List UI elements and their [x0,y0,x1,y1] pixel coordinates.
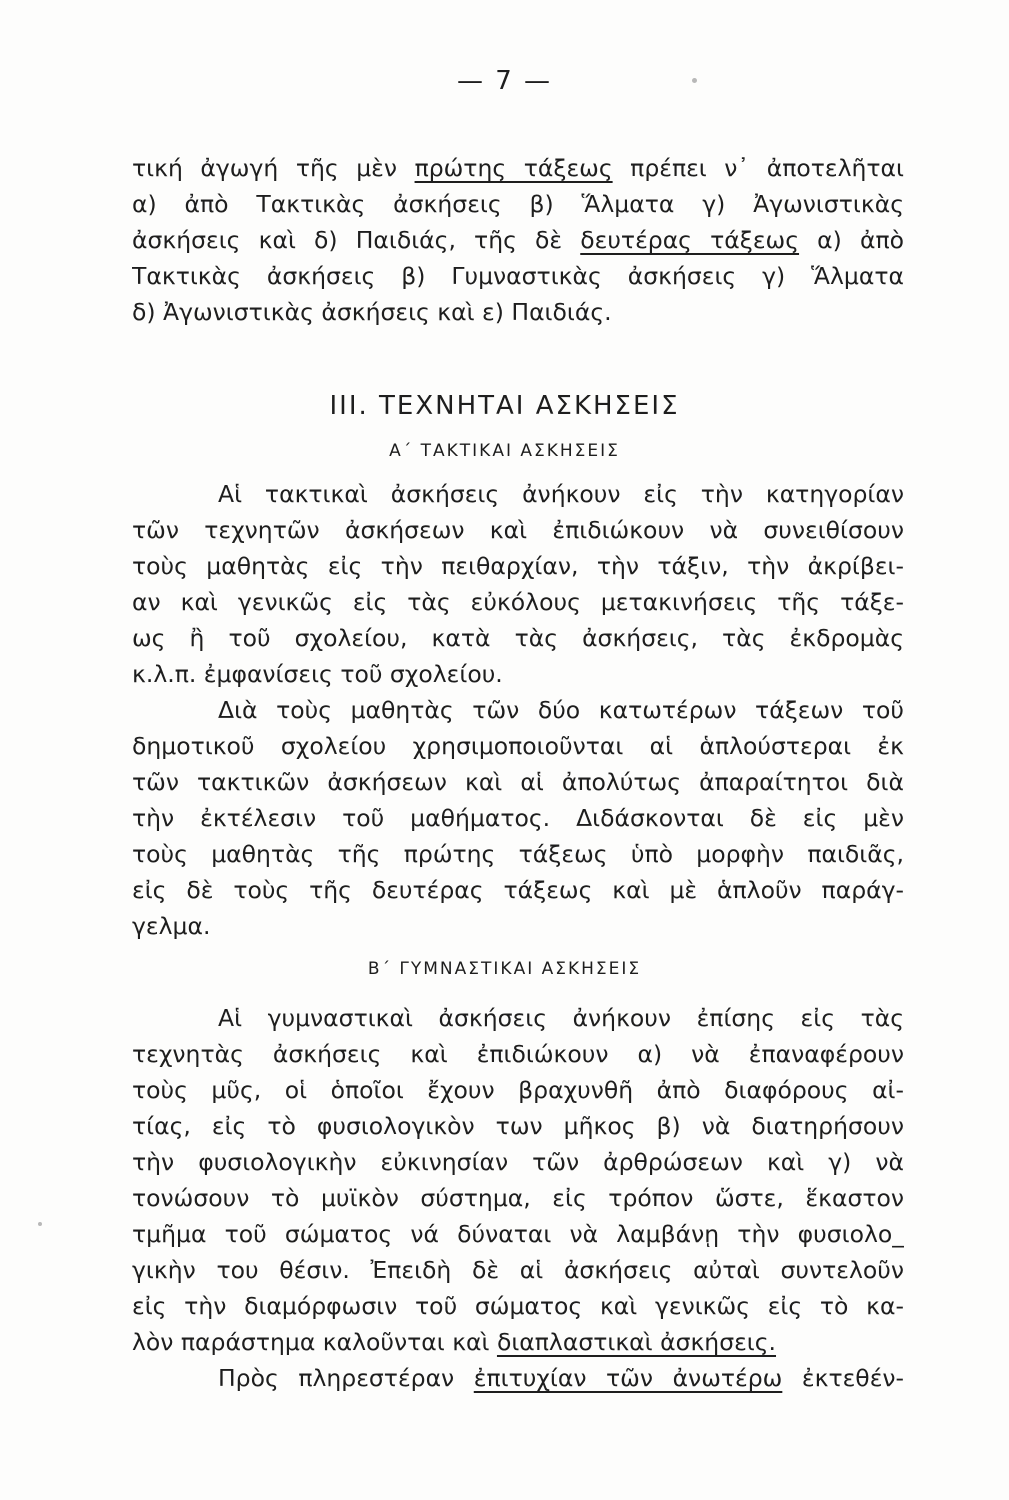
text-line: α) ἀπὸ Τακτικὰς ἀσκήσεις β) Ἅλματα γ) Ἀγωνιστικὰς [132,190,904,218]
paragraph-intro [132,150,904,330]
underlined-phrase: διαπλαστικαὶ ἀσκήσεις. [496,1328,777,1356]
text-line: Πρὸς πληρεστέραν ἐπιτυχίαν τῶν ἀνωτέρω ἐκτεθέν- [218,1364,904,1392]
text-line: τοὺς μαθητὰς τῆς πρώτης τάξεως ὑπὸ μορφὴν παιδιᾶς, [132,840,904,868]
text-line: Αἱ τακτικαὶ ἀσκήσεις ἀνήκουν εἰς τὴν κατηγορίαν [218,480,904,508]
text-line: γελμα. [132,912,211,940]
text-line: δημοτικοῦ σχολείου χρησιμοποιοῦνται αἱ ἁπλούστεραι ἐκ [132,732,904,760]
text-line: Διὰ τοὺς μαθητὰς τῶν δύο κατωτέρων τάξεων τοῦ [218,696,904,724]
text-line: τεχνητὰς ἀσκήσεις καὶ ἐπιδιώκουν α) νὰ ἐπαναφέρουν [132,1040,904,1068]
text-line: τὴν ἐκτέλεσιν τοῦ μαθήματος. Διδάσκονται δὲ εἰς μὲν [132,804,904,832]
text-line: τοὺς μῦς, οἱ ὁποῖοι ἔχουν βραχυνθῆ ἀπὸ διαφόρους αἰ- [132,1076,904,1104]
text-line: δ) Ἀγωνιστικὰς ἀσκήσεις καὶ ε) Παιδιάς. [132,298,612,326]
paper-speck [38,1222,42,1226]
page-number: — 7 — [456,66,553,96]
text-line: τοὺς μαθητὰς εἰς τὴν πειθαρχίαν, τὴν τάξιν, τὴν ἀκρίβει- [132,552,904,580]
text-line: τῶν τακτικῶν ἀσκήσεων καὶ αἱ ἀπολύτως ἀπαραίτητοι διὰ [132,768,904,796]
text-line: τική ἀγωγή τῆς μὲν πρώτης τάξεως πρέπει ν᾽ ἀποτελῆται [132,154,904,182]
text-line: τὴν φυσιολογικὴν εὐκινησίαν τῶν ἀρθρώσεων καὶ γ) νὰ [132,1148,904,1176]
text-line: τίας, εἰς τὸ φυσιολογικὸν των μῆκος β) νὰ διατηρήσουν [132,1112,904,1140]
section-heading: III. ΤΕΧΝΗΤΑΙ ΑΣΚΗΣΕΙΣ [329,391,680,421]
underlined-phrase: ἐπιτυχίαν τῶν ἀνωτέρω [473,1364,783,1392]
subsection-heading-b: Β΄ ΓΥΜΝΑΣΤΙΚΑΙ ΑΣΚΗΣΕΙΣ [367,959,642,979]
text-line: Αἱ γυμναστικαὶ ἀσκήσεις ἀνήκουν ἐπίσης εἰς τὰς [218,1004,904,1032]
text-line: ως ἢ τοῦ σχολείου, κατὰ τὰς ἀσκήσεις, τὰς ἐκδρομὰς [132,624,904,652]
text-line: Τακτικὰς ἀσκήσεις β) Γυμναστικὰς ἀσκήσεις γ) Ἅλματα [132,262,904,290]
paper-speck [692,78,697,83]
text-line: λὸν παράστημα καλοῦνται καὶ διαπλαστικαὶ ἀσκήσεις. [132,1328,777,1356]
text-line: τονώσουν τὸ μυϊκὸν σύστημα, εἰς τρόπον ὥστε, ἕκαστον [132,1184,904,1212]
paragraph-tactical [132,476,904,944]
text-line: κ.λ.π. ἐμφανίσεις τοῦ σχολείου. [132,660,503,688]
text-line: ἀσκήσεις καὶ δ) Παιδιάς, τῆς δὲ δευτέρας τάξεως α) ἀπὸ [132,226,904,254]
underlined-phrase: πρώτης τάξεως [414,154,613,182]
text-line: αν καὶ γενικῶς εἰς τὰς εὐκόλους μετακινήσεις τῆς τάξε- [132,588,904,616]
underlined-phrase: δευτέρας τάξεως [580,226,800,254]
text-line: εἰς τὴν διαμόρφωσιν τοῦ σώματος καὶ γενικῶς εἰς τὸ κα- [132,1292,904,1320]
text-line: εἰς δὲ τοὺς τῆς δευτέρας τάξεως καὶ μὲ ἁπλοῦν παράγ- [132,876,904,904]
text-line: τῶν τεχνητῶν ἀσκήσεων καὶ ἐπιδιώκουν νὰ συνειθίσουν [132,516,904,544]
text-line: τμῆμα τοῦ σώματος νά δύναται νὰ λαμβάνῃ τὴν φυσιολο_ [132,1220,904,1248]
text-line: γικὴν του θέσιν. Ἐπειδὴ δὲ αἱ ἀσκήσεις αὐταὶ συντελοῦν [132,1256,904,1284]
subsection-heading-a: Α΄ ΤΑΚΤΙΚΑΙ ΑΣΚΗΣΕΙΣ [389,441,620,461]
paragraph-gymnastic [132,1000,904,1396]
